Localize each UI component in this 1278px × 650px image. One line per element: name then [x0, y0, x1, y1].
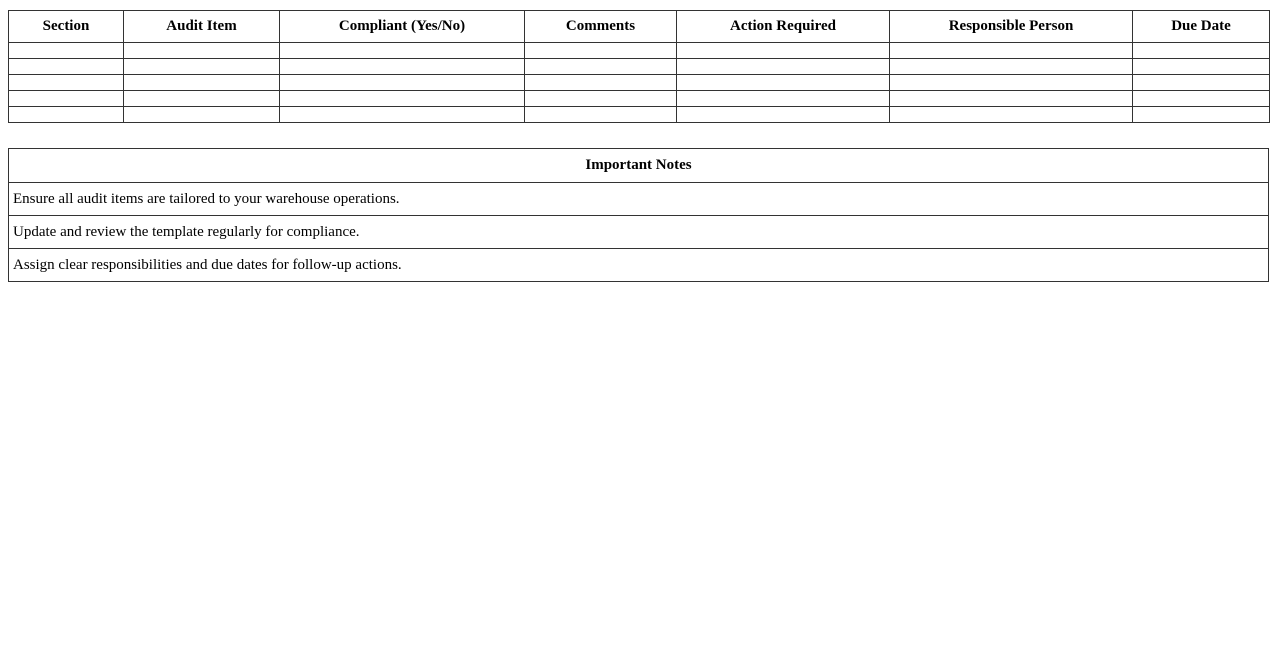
note-text: Assign clear responsibilities and due dates for follow-up actions.	[9, 249, 1269, 282]
notes-rows	[9, 183, 1269, 282]
column-header-comments: Comments	[525, 11, 677, 43]
audit-cell	[677, 43, 890, 59]
audit-cell	[1133, 43, 1270, 59]
note-text: Ensure all audit items are tailored to your warehouse operations.	[9, 183, 1269, 216]
column-header-compliant: Compliant (Yes/No)	[280, 11, 525, 43]
audit-cell	[677, 75, 890, 91]
audit-cell	[9, 59, 124, 75]
column-header-action-required: Action Required	[677, 11, 890, 43]
audit-cell	[525, 59, 677, 75]
audit-cell	[890, 75, 1133, 91]
note-row	[9, 183, 1269, 216]
audit-empty-rows	[9, 43, 1270, 123]
audit-cell	[525, 91, 677, 107]
audit-cell	[280, 43, 525, 59]
audit-cell	[9, 75, 124, 91]
audit-cell	[677, 59, 890, 75]
column-header-due-date: Due Date	[1133, 11, 1270, 43]
audit-row	[9, 107, 1270, 123]
column-header-audit-item: Audit Item	[124, 11, 280, 43]
column-header-responsible-person: Responsible Person	[890, 11, 1133, 43]
note-text: Update and review the template regularly for compliance.	[9, 216, 1269, 249]
notes-title: Important Notes	[9, 149, 1269, 183]
audit-cell	[124, 107, 280, 123]
audit-cell	[280, 91, 525, 107]
audit-cell	[1133, 91, 1270, 107]
audit-cell	[9, 91, 124, 107]
audit-cell	[124, 91, 280, 107]
audit-cell	[890, 43, 1133, 59]
audit-cell	[890, 91, 1133, 107]
audit-cell	[280, 59, 525, 75]
audit-cell	[124, 59, 280, 75]
audit-row	[9, 91, 1270, 107]
audit-row	[9, 75, 1270, 91]
important-notes-table	[8, 148, 1269, 282]
audit-cell	[280, 75, 525, 91]
audit-row	[9, 43, 1270, 59]
audit-cell	[890, 107, 1133, 123]
audit-cell	[124, 75, 280, 91]
audit-cell	[890, 59, 1133, 75]
audit-cell	[1133, 59, 1270, 75]
audit-cell	[525, 43, 677, 59]
audit-row	[9, 59, 1270, 75]
audit-cell	[124, 43, 280, 59]
audit-header-row	[9, 11, 1270, 43]
audit-cell	[280, 107, 525, 123]
column-header-section: Section	[9, 11, 124, 43]
note-row	[9, 216, 1269, 249]
audit-cell	[9, 43, 124, 59]
audit-cell	[677, 91, 890, 107]
audit-cell	[1133, 107, 1270, 123]
audit-cell	[1133, 75, 1270, 91]
note-row	[9, 249, 1269, 282]
audit-cell	[677, 107, 890, 123]
audit-cell	[525, 75, 677, 91]
audit-checklist-table	[8, 10, 1270, 123]
audit-cell	[9, 107, 124, 123]
audit-cell	[525, 107, 677, 123]
notes-header-row	[9, 149, 1269, 183]
